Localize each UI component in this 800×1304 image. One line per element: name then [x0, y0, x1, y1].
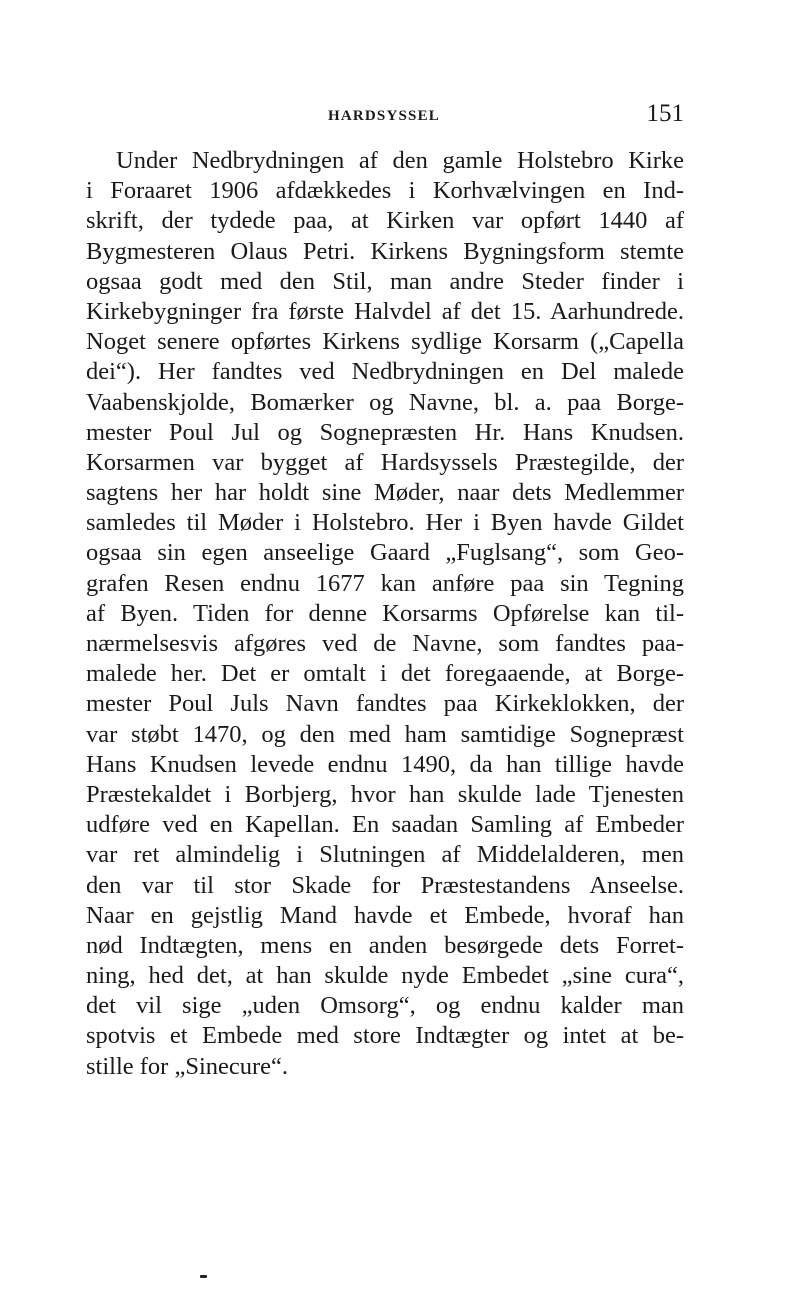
text-line: Noget senere opførtes Kirkens sydlige Korsarm („Capella	[86, 328, 684, 356]
text-line: var støbt 1470, og den med ham samtidige Sognepræst	[86, 720, 684, 748]
text-line: var ret almindelig i Slutningen af Middelalderen, men	[86, 841, 684, 869]
text-line: samledes til Møder i Holstebro. Her i Byen havde Gildet	[86, 509, 684, 537]
header-title: HARDSYSSEL	[327, 108, 441, 124]
text-line: Kirkebygninger fra første Halvdel af det 15. Aarhundrede.	[86, 297, 684, 325]
text-line: ogsaa godt med den Stil, man andre Steder finder i	[86, 267, 684, 295]
text-line: mester Poul Juls Navn fandtes paa Kirkeklokken, der	[86, 690, 684, 718]
text-line: Hans Knudsen levede endnu 1490, da han tillige havde	[86, 750, 684, 778]
print-speck	[200, 1275, 207, 1278]
text-line: stille for „Sinecure“.	[86, 1052, 289, 1080]
text-line: i Foraaret 1906 afdækkedes i Korhvælvingen en Ind-	[86, 177, 684, 205]
text-line: udføre ved en Kapellan. En saadan Samling af Embeder	[86, 811, 684, 839]
text-line: Vaabenskjolde, Bomærker og Navne, bl. a. paa Borge-	[86, 388, 684, 416]
text-line: den var til stor Skade for Præstestandens Anseelse.	[86, 871, 684, 899]
text-line: sagtens her har holdt sine Møder, naar dets Medlemmer	[86, 479, 684, 507]
running-head	[84, 100, 684, 134]
text-line: Naar en gejstlig Mand havde et Embede, hvoraf han	[86, 901, 684, 929]
text-line: det vil sige „uden Omsorg“, og endnu kalder man	[86, 992, 684, 1020]
body-paragraph	[86, 146, 684, 1082]
text-line: Under Nedbrydningen af den gamle Holstebro Kirke	[116, 147, 684, 174]
text-line: dei“). Her fandtes ved Nedbrydningen en Del malede	[86, 358, 684, 386]
text-line: mester Poul Jul og Sognepræsten Hr. Hans Knudsen.	[86, 418, 684, 446]
text-line: Korsarmen var bygget af Hardsyssels Præstegilde, der	[86, 448, 684, 476]
text-line: Præstekaldet i Borbjerg, hvor han skulde lade Tjenesten	[86, 780, 684, 808]
text-line: ning, hed det, at han skulde nyde Embedet „sine cura“,	[86, 962, 684, 990]
text-line: skrift, der tydede paa, at Kirken var opført 1440 af	[86, 207, 684, 235]
text-line: Bygmesteren Olaus Petri. Kirkens Bygningsform stemte	[86, 237, 684, 265]
text-line: grafen Resen endnu 1677 kan anføre paa sin Tegning	[86, 569, 684, 597]
text-line: nød Indtægten, mens en anden besørgede dets Forret-	[86, 931, 684, 959]
page-number: 151	[646, 100, 684, 127]
text-line: malede her. Det er omtalt i det foregaaende, at Borge-	[86, 660, 684, 688]
text-line: ogsaa sin egen anseelige Gaard „Fuglsang“, som Geo-	[86, 539, 684, 567]
text-line: nærmelsesvis afgøres ved de Navne, som fandtes paa-	[86, 630, 684, 657]
text-line: af Byen. Tiden for denne Korsarms Opførelse kan til-	[86, 599, 684, 627]
text-line: spotvis et Embede med store Indtægter og intet at be-	[86, 1022, 684, 1050]
